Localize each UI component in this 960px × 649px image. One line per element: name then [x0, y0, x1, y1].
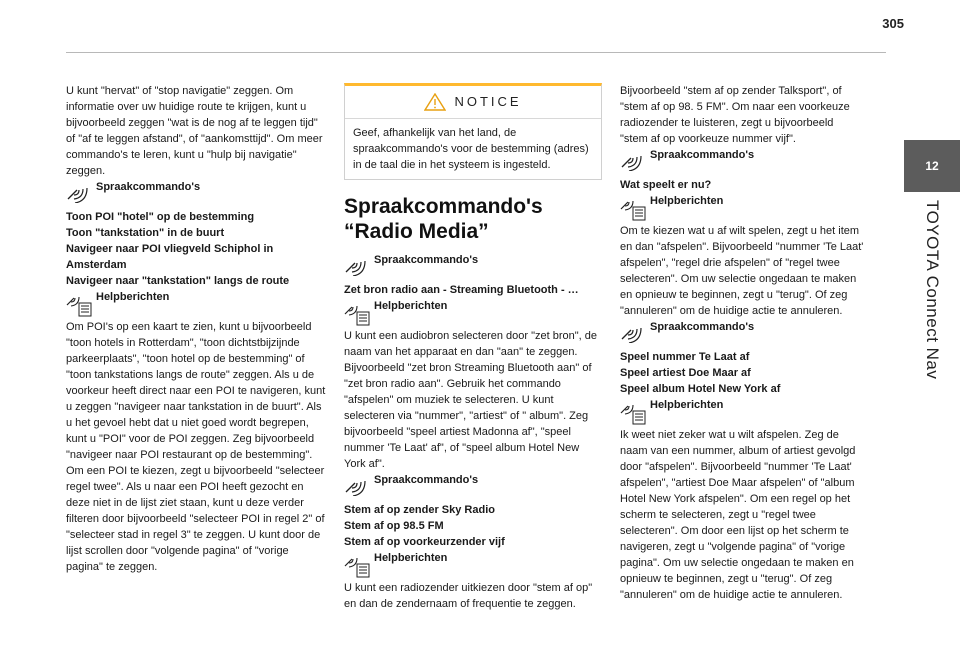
- command-line: Speel nummer Te Laat af: [620, 351, 750, 363]
- section-title: Spraakcommando's “Radio Media”: [344, 195, 543, 243]
- voice-command-label: Spraakcommando's: [650, 321, 755, 333]
- command-line: Toon "tankstation" in de buurt: [66, 227, 225, 239]
- voice-command-label: Spraakcommando's: [374, 474, 479, 486]
- help-message-heading: [620, 195, 864, 221]
- nav-intro-text: U kunt "hervat" of "stop navigatie" zeggen. Om informatie over uw huidige route te krijgen, kunt u bijvoorbeeld zeggen "wat is de nog af te leggen tijd" of "af te leggen afstand", of "aankomsttijd". Om meer commando's te leren, kunt u "hulp bij navigatie" zeggen.: [66, 85, 323, 177]
- voice-command-heading: [66, 181, 328, 203]
- voice-command-heading: [620, 149, 864, 171]
- notice-text: Geef, afhankelijk van het land, de spraakcommando's voor de bestemming (adres) in de taal die in het systeem is ingesteld.: [353, 127, 589, 171]
- help-message-heading: [344, 300, 602, 326]
- notice-header: [345, 86, 601, 119]
- command-line: Navigeer naar "tankstation" langs de route: [66, 275, 290, 287]
- voice-command-icon: [620, 321, 646, 343]
- voice-command-icon: [66, 181, 92, 203]
- help-message-label: Helpberichten: [650, 399, 724, 411]
- command-line: Speel album Hotel New York af: [620, 383, 781, 395]
- help-message-label: Helpberichten: [374, 300, 448, 312]
- voice-command-icon: [344, 254, 370, 276]
- help-message-icon: [620, 399, 646, 425]
- help-message-label: Helpberichten: [374, 552, 448, 564]
- command-line: Speel artiest Doe Maar af: [620, 367, 751, 379]
- help-text: Ik weet niet zeker wat u wilt afspelen. Zeg de naam van een nummer, album of artiest gevolgd door "afspelen". Bijvoorbeeld "nummer 'Te Laat' afspelen", "artiest Doe Maar afspelen" of "album Hotel New York afspelen". Om een regel op het scherm te selecteren, zegt u "regel twee selecteren". Om door een lijst op het scherm te navigeren, zegt u "volgende pagina" of "vorige pagina". Om uw selectie ongedaan te maken en opnieuw te beginnen, zegt u "terug". Of zeg "annuleren" om de huidige actie te annuleren.: [620, 429, 856, 601]
- command-line: Stem af op voorkeurzender vijf: [344, 536, 505, 548]
- command-line: Stem af op 98.5 FM: [344, 520, 444, 532]
- column-2: [344, 83, 602, 612]
- help-text: U kunt een radiozender uitkiezen door "stem af op" en dan de zendernaam of frequentie te zeggen.: [344, 582, 593, 610]
- command-line: Toon POI "hotel" op de bestemming: [66, 211, 255, 223]
- command-line: Wat speelt er nu?: [620, 179, 712, 191]
- chapter-title: [908, 160, 956, 420]
- voice-command-label: Spraakcommando's: [650, 149, 755, 161]
- voice-command-icon: [344, 474, 370, 496]
- help-message-label: Helpberichten: [96, 291, 170, 303]
- notice-title: NOTICE: [454, 94, 522, 109]
- help-message-icon: [620, 195, 646, 221]
- column-1: [66, 83, 328, 575]
- help-text: Om POI's op een kaart te zien, kunt u bijvoorbeeld "toon hotels in Rotterdam", "toon dichtstbijzijnde parkeerplaats", "toon hotel op de bestemming" of "toon tankstations langs de route" zeggen. Als u de voorkeur heeft direct naar een POI te navigeren, kunt u zeggen "navigeer naar tankstation in de buurt". Als u het gevoel hebt dat u niet goed wordt begrepen, kunt u "POI" voor de POI zeggen. Zeg bijvoorbeeld "navigeer naar POI restaurant op de bestemming".: [66, 321, 326, 461]
- command-line: Zet bron radio aan - Streaming Bluetooth - …: [344, 284, 579, 296]
- help-message-icon: [344, 300, 370, 326]
- help-text: Om te kiezen wat u af wilt spelen, zegt u het item en dan "afspelen". Bijvoorbeeld "nummer 'Te Laat' afspelen", "regel drie afspelen" of "regel twee selecteren". Om uw selectie ongedaan te maken en opnieuw te beginnen, zegt u "terug". Of zeg "annuleren" om de huidige actie te annuleren.: [620, 225, 864, 317]
- warning-icon: [424, 93, 446, 111]
- radio-intro-text: Bijvoorbeeld "stem af op zender Talksport", of "stem af op 98. 5 FM". Om naar een voorkeuze radiozender te luisteren, zegt u bijvoorbeeld "stem af op voorkeuze nummer vijf".: [620, 85, 850, 145]
- help-message-heading: [66, 291, 328, 317]
- notice-box: [344, 83, 602, 180]
- voice-command-label: Spraakcommando's: [374, 254, 479, 266]
- chapter-tab: 12: [904, 140, 960, 192]
- help-message-icon: [66, 291, 92, 317]
- voice-command-heading: [344, 254, 602, 276]
- page-number: 305: [882, 16, 904, 31]
- help-message-heading: [620, 399, 864, 425]
- help-message-heading: [344, 552, 602, 578]
- voice-command-label: Spraakcommando's: [96, 181, 201, 193]
- voice-command-heading: [620, 321, 864, 343]
- help-message-icon: [344, 552, 370, 578]
- help-text: Om een POI te kiezen, zegt u bijvoorbeeld "selecteer regel twee". Als u naar een POI heeft gezocht en deze niet in de lijst ziet staan, kunt u deze verder filteren door bijvoorbeeld "selecteer POI in regel 2" of "selecteer stad in regel 3" te zeggen. U kunt door de lijst scrollen door "volgende pagina" of "vorige pagina" te zeggen.: [66, 465, 325, 573]
- chapter-title-text: TOYOTA Connect Nav: [923, 200, 942, 380]
- command-line: Navigeer naar POI vliegveld Schiphol in Amsterdam: [66, 243, 274, 271]
- command-line: Stem af op zender Sky Radio: [344, 504, 495, 516]
- voice-command-icon: [620, 149, 646, 171]
- header-divider: [66, 52, 886, 53]
- voice-command-heading: [344, 474, 602, 496]
- help-message-label: Helpberichten: [650, 195, 724, 207]
- column-3: [620, 83, 864, 603]
- help-text: U kunt een audiobron selecteren door "zet bron", de naam van het apparaat en dan "aan" te zeggen. Bijvoorbeeld "zet bron Streaming Bluetooth aan" of "zet bron radio aan". Gebruik het commando "afspelen" om muziek te selecteren. U kunt selecteren via "nummer", "artiest" of " album". Zeg bijvoorbeeld "speel artiest Madonna af", "speel nummer 'Te Laat' af", of "speel album Hotel New York af".: [344, 330, 598, 470]
